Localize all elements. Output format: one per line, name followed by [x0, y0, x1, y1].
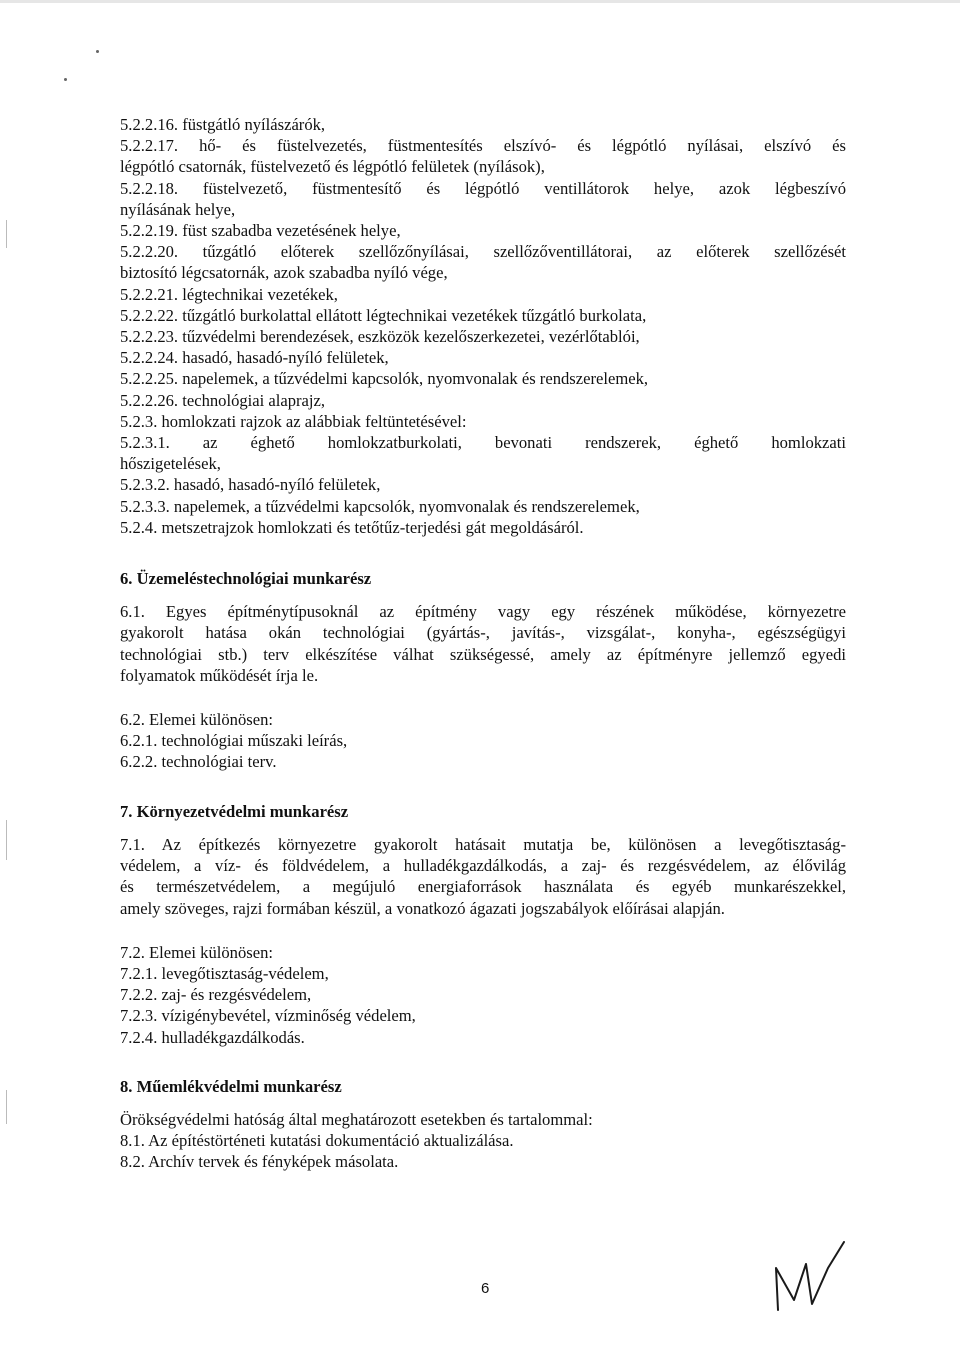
paragraph-line: folyamatok működését írja le.	[120, 665, 319, 685]
list-item: 5.2.2.24. hasadó, hasadó-nyíló felületek,	[120, 348, 389, 368]
list-item: 5.2.2.26. technológiai alaprajz,	[120, 390, 326, 410]
scan-top-edge	[0, 0, 960, 3]
list-item: 6.2.1. technológiai műszaki leírás,	[120, 731, 348, 751]
page-number: 6	[481, 1280, 490, 1297]
scan-edge-mark	[6, 1090, 7, 1124]
list-item: 5.2.3. homlokzati rajzok az alábbiak feltüntetésével:	[120, 411, 467, 431]
paragraph-line: amely szöveges, rajzi formában készül, a vonatkozó ágazati jogszabályok előírásai alapján.	[120, 898, 725, 918]
document-body	[120, 114, 846, 1173]
scan-speck	[64, 78, 67, 81]
list-item: 5.2.2.20. tűzgátló előterek szellőzőnyílásai, szellőzőventillátorai, az előterek szellőzését	[120, 242, 846, 262]
list-item: 7.2.2. zaj- és rezgésvédelem,	[120, 985, 312, 1005]
list-item: 5.2.3.3. napelemek, a tűzvédelmi kapcsolók, nyomvonalak és rendszerelemek,	[120, 496, 640, 516]
list-item: 7.2.4. hulladékgazdálkodás.	[120, 1027, 305, 1047]
list-item: 8.2. Archív tervek és fényképek másolata.	[120, 1152, 399, 1172]
list-item: 7.2.3. vízigénybevétel, vízminőség védelem,	[120, 1006, 416, 1026]
list-item: 6.2. Elemei különösen:	[120, 710, 274, 730]
list-item: 5.2.4. metszetrajzok homlokzati és tetőtűz-terjedési gát megoldásáról.	[120, 517, 584, 537]
list-item: biztosító légcsatornák, azok szabadba nyíló vége,	[120, 263, 448, 283]
paragraph-line: 7.1. Az építkezés környezetre gyakorolt hatásait mutatja be, különösen a levegőtisztaság-	[120, 834, 846, 854]
paragraph-line: és természetvédelem, a megújuló energiaforrások használata és egyéb munkarészekkel,	[120, 877, 846, 897]
list-item: 5.2.2.21. légtechnikai vezetékek,	[120, 284, 338, 304]
section-heading-6: 6. Üzemeléstechnológiai munkarész	[120, 569, 372, 589]
list-item: nyílásának helye,	[120, 199, 236, 219]
paragraph-line: védelem, a víz- és földvédelem, a hulladékgazdálkodás, a zaj- és rezgésvédelem, az élővilág	[120, 856, 846, 876]
scan-edge-mark	[6, 820, 7, 860]
list-item: 5.2.2.17. hő- és füstelvezetés, füstmentesítés elszívó- és légpótló nyílásai, elszívó és	[120, 136, 846, 156]
list-item: 7.2.1. levegőtisztaság-védelem,	[120, 963, 329, 983]
list-item: hőszigetelések,	[120, 454, 221, 474]
handwritten-signature	[772, 1238, 852, 1318]
scan-speck	[96, 50, 99, 53]
section-heading-8: 8. Műemlékvédelmi munkarész	[120, 1076, 342, 1096]
list-item: 5.2.2.22. tűzgátló burkolattal ellátott légtechnikai vezetékek tűzgátló burkolata,	[120, 305, 647, 325]
paragraph-line: technológiai stb.) terv elkészítése válhat szükségessé, amely az építményre jellemző egyedi	[120, 644, 846, 664]
list-item: 5.2.2.19. füst szabadba vezetésének helye,	[120, 221, 401, 241]
section-heading-7: 7. Környezetvédelmi munkarész	[120, 801, 349, 821]
list-item: 7.2. Elemei különösen:	[120, 942, 274, 962]
list-item: Örökségvédelmi hatóság által meghatározott esetekben és tartalommal:	[120, 1109, 593, 1129]
list-item: 5.2.3.2. hasadó, hasadó-nyíló felületek,	[120, 475, 381, 495]
list-item: 5.2.2.23. tűzvédelmi berendezések, eszközök kezelőszerkezetei, vezérlőtablói,	[120, 327, 640, 347]
list-item: 8.1. Az építéstörténeti kutatási dokumentáció aktualizálása.	[120, 1131, 514, 1151]
paragraph-line: gyakorolt hatása okán technológiai (gyártás-, javítás-, vizsgálat-, konyha-, egészségügyi	[120, 623, 846, 643]
list-item: 5.2.3.1. az éghető homlokzatburkolati, bevonati rendszerek, éghető homlokzati	[120, 433, 846, 453]
list-item: légpótló csatornák, füstelvezető és légpótló felületek (nyílások),	[120, 157, 545, 177]
paragraph-line: 6.1. Egyes építménytípusoknál az építmény vagy egy részének működése, környezetre	[120, 602, 846, 622]
list-item: 5.2.2.25. napelemek, a tűzvédelmi kapcsolók, nyomvonalak és rendszerelemek,	[120, 369, 649, 389]
list-item: 5.2.2.18. füstelvezető, füstmentesítő és légpótló ventillátorok helye, azok légbeszívó	[120, 178, 846, 198]
scan-edge-mark	[6, 220, 7, 248]
list-item: 5.2.2.16. füstgátló nyílászárók,	[120, 115, 326, 134]
list-item: 6.2.2. technológiai terv.	[120, 752, 277, 772]
